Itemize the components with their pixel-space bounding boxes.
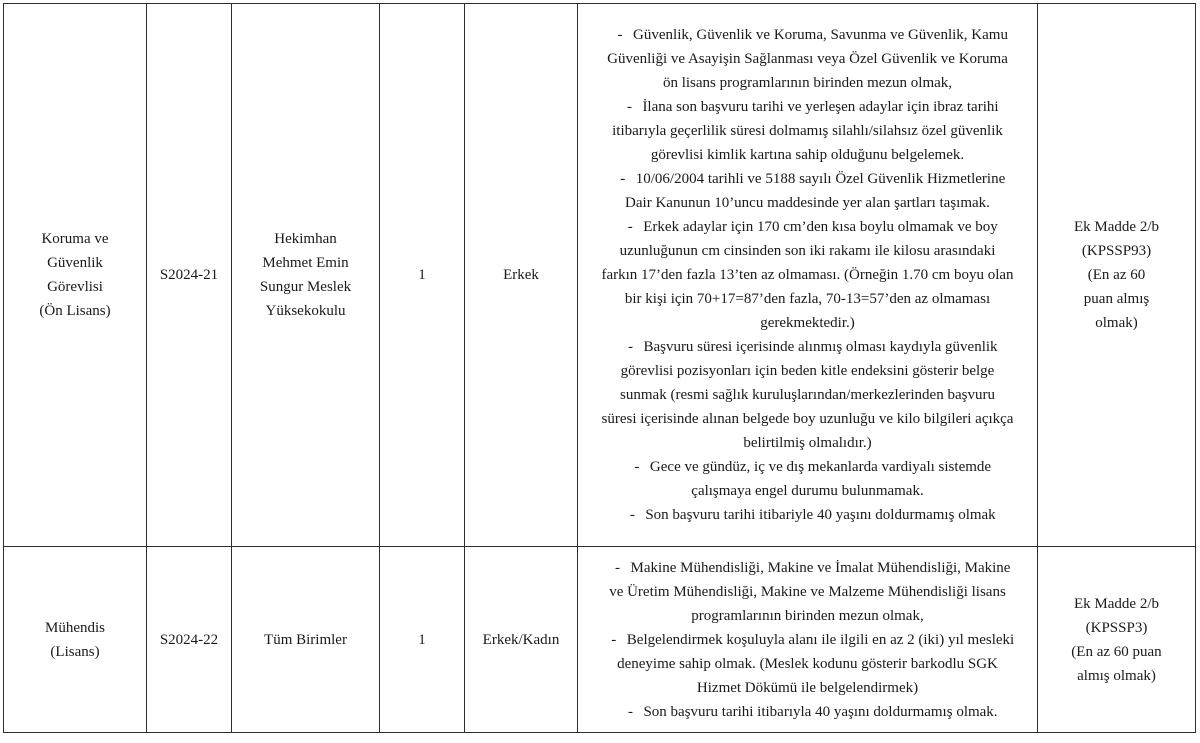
unit-cell	[232, 547, 380, 733]
score-type-cell-line: (KPSSP93)	[1081, 243, 1152, 259]
unit-cell-line: Sungur Meslek	[259, 279, 352, 295]
bullet-dash: -	[629, 507, 635, 523]
requirement-item	[582, 556, 1033, 628]
score-type-cell-line: (KPSSP3)	[1085, 619, 1148, 636]
position-title-cell	[4, 4, 147, 547]
position-title-cell-line: (Lisans)	[50, 643, 100, 660]
position-count-cell: 1	[380, 4, 465, 547]
unit-cell	[232, 4, 380, 547]
bullet-dash: -	[620, 171, 626, 187]
requirements-cell	[578, 547, 1038, 733]
requirement-line: gerekmektedir.)	[760, 315, 855, 331]
position-code-cell: S2024-21	[147, 4, 232, 547]
score-type-cell	[1038, 4, 1196, 547]
requirement-item	[582, 503, 1033, 527]
requirement-line: Dair Kanunun 10’uncu maddesinde yer alan şartları taşımak.	[625, 195, 990, 211]
bullet-dash: -	[615, 559, 621, 576]
requirement-line: Makine Mühendisliği, Makine ve İmalat Mühendisliği, Makine	[630, 559, 1011, 576]
unit-cell-line: Tüm Birimler	[264, 631, 347, 648]
requirement-line: Gece ve gündüz, iç ve dış mekanlarda vardiyalı sistemde	[649, 459, 992, 475]
requirement-item	[582, 335, 1033, 455]
bullet-dash: -	[627, 703, 633, 720]
score-type-cell-line: Ek Madde 2/b	[1074, 595, 1159, 612]
requirement-line: görevlisi pozisyonları için beden kitle endeksini gösterir belge	[620, 363, 995, 379]
position-title-cell	[4, 547, 147, 733]
unit-cell-line: Hekimhan	[274, 231, 337, 247]
requirement-line: Belgelendirmek koşuluyla alanı ile ilgili en az 2 (iki) yıl mesleki	[626, 631, 1015, 648]
requirement-item	[582, 167, 1033, 215]
requirement-line: görevlisi kimlik kartına sahip olduğunu belgelemek.	[650, 147, 965, 163]
score-type-cell-line: almış olmak)	[1077, 667, 1156, 684]
position-title-cell-line: Koruma ve	[41, 231, 109, 247]
requirement-line: 10/06/2004 tarihli ve 5188 sayılı Özel Güvenlik Hizmetlerine	[635, 171, 1006, 187]
requirement-line: itibarıyla geçerlilik süresi dolmamış silahlı/silahsız özel güvenlik	[612, 123, 1003, 139]
position-count-cell: 1	[380, 547, 465, 733]
requirement-item	[582, 23, 1033, 95]
bullet-dash: -	[627, 219, 633, 235]
requirement-line: Hizmet Dökümü ile belgelendirmek)	[696, 679, 919, 696]
bullet-dash: -	[611, 631, 617, 648]
requirement-item	[582, 215, 1033, 335]
score-type-cell-line: (En az 60 puan	[1071, 643, 1162, 660]
requirement-line: İlana son başvuru tarihi ve yerleşen adaylar için ibraz tarihi	[642, 99, 999, 115]
score-type-cell-line: puan almış	[1083, 291, 1150, 307]
position-title-cell-line: (Ön Lisans)	[39, 303, 111, 319]
requirement-line: belirtilmiş olmalıdır.)	[743, 435, 872, 451]
bullet-dash: -	[617, 27, 623, 43]
requirements-cell	[578, 4, 1038, 547]
requirement-line: Güvenlik, Güvenlik ve Koruma, Savunma ve Güvenlik, Kamu	[633, 27, 1008, 43]
requirement-line: programlarının birinden mezun olmak,	[691, 607, 924, 624]
bullet-dash: -	[627, 339, 633, 355]
score-type-cell	[1038, 547, 1196, 733]
requirement-item	[582, 95, 1033, 167]
requirement-line: farkın 17’den fazla 13’ten az olmaması. (Örneğin 1.70 cm boyu olan	[601, 267, 1014, 283]
table-row	[4, 547, 1196, 733]
requirement-line: çalışmaya engel durumu bulunmamak.	[691, 483, 924, 499]
score-type-cell-line: (En az 60	[1087, 267, 1146, 283]
score-type-cell-line: Ek Madde 2/b	[1074, 219, 1159, 235]
requirement-line: ön lisans programlarının birinden mezun olmak,	[662, 75, 953, 91]
bullet-dash: -	[634, 459, 640, 475]
requirement-line: Son başvuru tarihi itibarıyla 40 yaşını doldurmamış olmak.	[643, 703, 998, 720]
position-code-cell: S2024-22	[147, 547, 232, 733]
position-title-cell-line: Görevlisi	[47, 279, 103, 295]
requirement-line: Son başvuru tarihi itibariyle 40 yaşını doldurmamış olmak	[645, 507, 996, 523]
job-requirements-table	[3, 3, 1196, 733]
requirement-item	[582, 455, 1033, 503]
gender-cell: Erkek/Kadın	[465, 547, 578, 733]
requirement-line: Güvenliği ve Asayişin Sağlanması veya Özel Güvenlik ve Koruma	[607, 51, 1008, 67]
position-title-cell-line: Güvenlik	[47, 255, 103, 271]
requirement-line: deneyime sahip olmak. (Meslek kodunu gösterir barkodlu SGK	[617, 655, 998, 672]
requirement-item	[582, 628, 1033, 700]
requirement-line: uzunluğunun cm cinsinden son iki rakamı ile kilosu arasındaki	[619, 243, 996, 259]
requirement-item	[582, 700, 1033, 724]
requirement-line: bir kişi için 70+17=87’den fazla, 70-13=57’den az olmaması	[624, 291, 991, 307]
bullet-dash: -	[626, 99, 632, 115]
gender-cell: Erkek	[465, 4, 578, 547]
score-type-cell-line: olmak)	[1095, 315, 1138, 331]
table-row	[4, 4, 1196, 547]
requirement-line: Erkek adaylar için 170 cm’den kısa boylu olmamak ve boy	[643, 219, 998, 235]
requirement-line: süresi içerisinde alınan belgede boy uzunluğu ve kilo bilgileri açıkça	[601, 411, 1014, 427]
unit-cell-line: Mehmet Emin	[262, 255, 349, 271]
requirement-line: ve Üretim Mühendisliği, Makine ve Malzeme Mühendisliği lisans	[609, 583, 1006, 600]
requirement-line: Başvuru süresi içerisinde alınmış olması kaydıyla güvenlik	[643, 339, 998, 355]
requirement-line: sunmak (resmi sağlık kuruluşlarından/merkezlerinden başvuru	[620, 387, 995, 403]
unit-cell-line: Yüksekokulu	[265, 303, 346, 319]
position-title-cell-line: Mühendis	[45, 619, 105, 636]
